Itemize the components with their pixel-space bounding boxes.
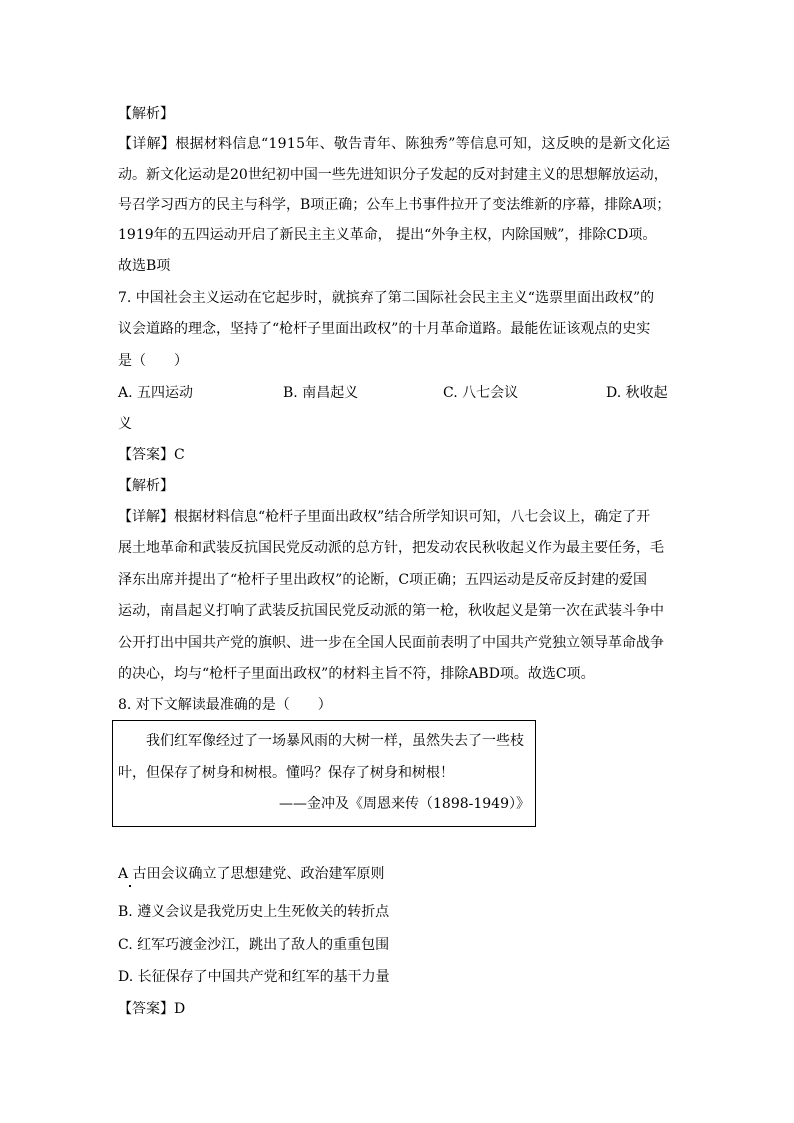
analysis-line: 公开打出中国共产党的旗帜、进一步在全国人民面前表明了中国共产党独立领导革命战争 xyxy=(118,635,664,651)
option-b: B. 南昌起义 xyxy=(283,385,359,401)
option-b: B. 遵义会议是我党历史上生死攸关的转折点 xyxy=(118,904,390,920)
analysis-line: 故选B项 xyxy=(118,258,171,274)
analysis-line: 展土地革命和武装反抗国民党反动派的总方针，把发动农民秋收起义作为最主要任务，毛 xyxy=(118,540,664,556)
analysis-line: 【详解】根据材料信息“枪杆子里面出政权”结合所学知识可知，八七会议上，确定了开 xyxy=(118,509,651,525)
question-stem: 是（ ） xyxy=(118,353,188,369)
quote-source: ——金冲及《周恩来传（1898-1949）》 xyxy=(279,796,530,812)
answer: 【答案】C xyxy=(118,447,185,463)
option-c: C. 八七会议 xyxy=(443,385,519,401)
answer: 【答案】D xyxy=(118,1001,186,1017)
quote-line: 我们红军像经过了一场暴风雨的大树一样，虽然失去了一些枝 xyxy=(146,733,524,749)
analysis-heading: 【解析】 xyxy=(118,478,174,494)
option-a: A. 五四运动 xyxy=(118,385,194,401)
option-c: C. 红军巧渡金沙江，跳出了敌人的重重包围 xyxy=(118,937,390,953)
quote-line: 叶，但保存了树身和树根。懂吗？保存了树身和树根！ xyxy=(118,765,454,781)
option-a-dot xyxy=(129,885,131,887)
analysis-heading: 【解析】 xyxy=(118,106,174,122)
option-d: D. 长征保存了中国共产党和红军的基干力量 xyxy=(118,969,390,985)
question-stem: 议会道路的理念，坚持了“枪杆子里面出政权”的十月革命道路。最能佐证该观点的史实 xyxy=(118,321,651,337)
analysis-line: 号召学习西方的民主与科学，B项正确；公车上书事件拉开了变法维新的序幕，排除A项； xyxy=(118,197,671,213)
analysis-line: 【详解】根据材料信息“1915年、敬告青年、陈独秀”等信息可知，这反映的是新文化运 xyxy=(118,136,671,152)
option-a: A 古田会议确立了思想建党、政治建军原则 xyxy=(118,866,385,882)
analysis-line: 运动，南昌起义打响了武装反抗国民党反动派的第一枪，秋收起义是第一次在武装斗争中 xyxy=(118,603,664,619)
option-d-wrap: 义 xyxy=(118,416,132,432)
question-stem: 7. 中国社会主义运动在它起步时，就摈弃了第二国际社会民主主义“选票里面出政权”的 xyxy=(118,290,655,306)
option-d: D. 秋收起 xyxy=(606,385,668,401)
analysis-line: 1919年的五四运动开启了新民主主义革命， 提出“外争主权，内除国贼”，排除CD项。 xyxy=(118,227,657,243)
analysis-line: 泽东出席并提出了“枪杆子里出政权”的论断，C项正确；五四运动是反帝反封建的爱国 xyxy=(118,572,648,588)
analysis-line: 的决心，均与“枪杆子里面出政权”的材料主旨不符，排除ABD项。故选C项。 xyxy=(118,666,595,682)
question-stem: 8. 对下文解读最准确的是（ ） xyxy=(118,697,332,713)
analysis-line: 动。新文化运动是20世纪初中国一些先进知识分子发起的反对封建主义的思想解放运动， xyxy=(118,167,668,183)
